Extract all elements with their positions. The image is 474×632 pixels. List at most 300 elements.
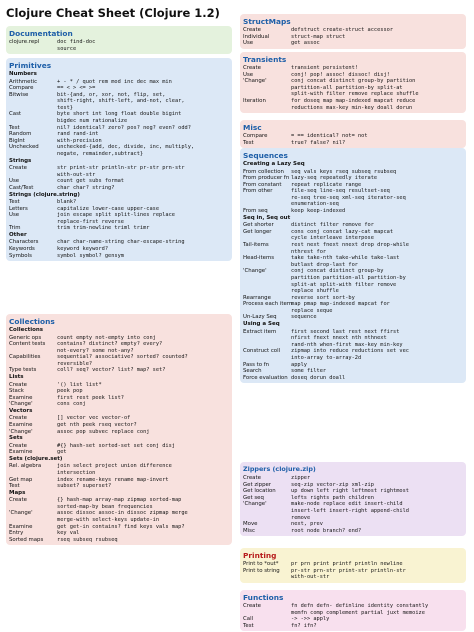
function-list-line: unchecked-{add, dec, divide, inc, multiply, xyxy=(57,144,195,151)
subsection-title: Lists xyxy=(9,374,24,381)
entry-row xyxy=(9,206,229,213)
entry-row xyxy=(243,222,463,229)
entry-label: 'Change' xyxy=(243,501,267,508)
entry-label: Symbols xyxy=(9,252,32,259)
function-list-line: str print-str println-str pr-str prn-str xyxy=(57,165,185,172)
entry-label: Individual xyxy=(243,33,270,40)
entry-label: Iteration xyxy=(243,97,266,104)
entry-label: Cast/Test xyxy=(9,184,34,191)
function-list-line: map pmap map-indexed mapcat for xyxy=(291,301,390,308)
section-misc xyxy=(240,120,466,148)
entry-label: Arithmetic xyxy=(9,78,38,85)
function-list-line: doseq dorun doall xyxy=(291,374,346,381)
function-list-line: true? false? nil? xyxy=(291,139,346,146)
entry-label: Use xyxy=(9,212,20,219)
entry-label: Rearrange xyxy=(243,294,271,301)
subsection-title: Strings (clojure.string) xyxy=(9,191,80,198)
entry-row xyxy=(9,367,229,374)
function-list-line: intersection xyxy=(57,470,96,476)
entry-functions xyxy=(57,92,229,112)
entry-functions xyxy=(57,510,229,523)
function-list-line: remove xyxy=(291,514,311,521)
entry-row xyxy=(243,521,463,528)
function-list-line: fn defn defn- definline identity constantly xyxy=(291,603,429,609)
entry-label: Capabilities xyxy=(9,354,41,361)
function-list-line: enumeration-seq xyxy=(291,201,339,208)
entry-functions xyxy=(57,367,229,374)
entry-functions xyxy=(291,348,463,361)
entry-label: Print to string xyxy=(243,567,280,574)
entry-row xyxy=(9,165,229,178)
entry-label: Search xyxy=(243,368,262,375)
entry-row xyxy=(9,483,229,490)
entry-row xyxy=(243,27,463,34)
entry-functions xyxy=(291,65,463,72)
entry-label: Create xyxy=(9,415,27,422)
entry-row xyxy=(9,178,229,185)
entry-functions xyxy=(291,495,463,502)
entry-label: Move xyxy=(243,521,258,528)
function-list-line: char char? string? xyxy=(57,184,115,191)
entry-row xyxy=(9,138,229,145)
function-list-line: zipmap into reduce reductions set vec xyxy=(291,348,409,355)
section-primitives xyxy=(6,58,232,261)
entry-row xyxy=(9,401,229,408)
entry-label: Get shorter xyxy=(243,222,274,229)
entry-functions xyxy=(57,497,229,510)
function-list-line: root node branch? end? xyxy=(291,527,362,534)
function-list-line: assoc pop subvec replace conj xyxy=(57,428,150,435)
entry-functions xyxy=(57,429,229,436)
entry-row xyxy=(243,268,463,294)
function-list-line: for doseq map map-indexed mapcat reduce xyxy=(291,97,416,104)
entry-label: Misc xyxy=(243,527,255,534)
function-list-line: nfirst fnext nnext nth nthnext xyxy=(291,335,387,342)
entry-functions xyxy=(291,98,463,111)
entry-label: BigInt xyxy=(9,137,25,144)
entry-row xyxy=(9,85,229,92)
function-list-line: rseq subseq rsubseq xyxy=(57,536,118,543)
entry-functions xyxy=(291,222,463,229)
entry-functions xyxy=(291,295,463,302)
entry-row xyxy=(9,111,229,124)
function-list-line: blank? xyxy=(57,199,77,205)
function-list-line: get get-in contains? find keys vals map? xyxy=(57,523,185,530)
section-sequences xyxy=(240,148,466,383)
function-list-line: split-with filter remove replace shuffle xyxy=(291,91,419,98)
entry-label: Head-items xyxy=(243,255,275,262)
function-list-line: keep keep-indexed xyxy=(291,208,346,215)
function-list-line: coll? seq? vector? list? map? set? xyxy=(57,367,166,374)
entry-label: From collection xyxy=(243,168,284,175)
entry-row xyxy=(243,65,463,72)
function-list-line: rand rand-int xyxy=(57,131,99,138)
subsection-title: Sets (clojure.set) xyxy=(9,455,63,462)
function-list-line: nil? identical? zero? pos? neg? even? odd? xyxy=(57,124,191,131)
function-list-line: not-every? some not-any? xyxy=(57,347,134,354)
function-list-line: next, prev xyxy=(291,521,323,528)
function-list-line: conj concat distinct group-by partition xyxy=(291,78,416,85)
function-list-line: cycle interleave interpose xyxy=(291,235,374,242)
entry-label: Compare xyxy=(9,85,34,92)
section-title: StructMaps xyxy=(243,17,291,26)
function-list-line: get assoc xyxy=(291,40,320,47)
entry-functions xyxy=(57,253,229,260)
section-title: Transients xyxy=(243,55,287,64)
entry-functions xyxy=(291,475,463,482)
entry-functions xyxy=(57,246,229,253)
entry-label: Entry xyxy=(9,530,24,537)
entry-label: Bitwise xyxy=(9,91,29,98)
entry-row xyxy=(9,415,229,422)
entry-functions xyxy=(291,603,463,616)
function-list-line: negate, remainder,subtract} xyxy=(57,151,144,158)
entry-label: Keywords xyxy=(9,246,35,253)
entry-label: Get location xyxy=(243,488,276,495)
entry-row xyxy=(9,429,229,436)
subsection-title: Numbers xyxy=(9,71,37,77)
entry-functions xyxy=(291,521,463,528)
function-list-line: {} hash-map array-map zipmap sorted-map xyxy=(57,497,182,504)
entry-row xyxy=(9,185,229,192)
section-transients xyxy=(240,52,466,113)
entry-row xyxy=(243,568,463,581)
function-list-line: some filter xyxy=(291,368,327,375)
section-title: Primitives xyxy=(9,61,52,70)
entry-label: Create xyxy=(9,381,27,388)
entry-row xyxy=(9,354,229,367)
entry-functions xyxy=(57,125,229,132)
entry-row xyxy=(9,443,229,450)
function-list-line: bit-{and, or, xor, not, flip, set, xyxy=(57,91,166,98)
function-list-line: index rename-keys rename map-invert xyxy=(57,476,169,483)
entry-functions xyxy=(57,463,229,476)
entry-row xyxy=(9,537,229,544)
function-list-line: with-precision xyxy=(57,137,102,144)
entry-label: Get map xyxy=(9,476,33,483)
entry-row xyxy=(243,255,463,268)
entry-label: From producer fn xyxy=(243,175,290,182)
function-list-line: distinct filter remove for xyxy=(291,222,374,229)
entry-row xyxy=(9,79,229,86)
function-list-line: first second last rest next ffirst xyxy=(291,328,400,335)
entry-functions xyxy=(291,268,463,294)
function-list-line: count empty not-empty into conj xyxy=(57,334,156,341)
entry-functions xyxy=(57,415,229,422)
entry-row xyxy=(9,382,229,389)
entry-functions xyxy=(57,39,229,52)
entry-label: Tail-items xyxy=(243,241,269,248)
entry-functions xyxy=(291,501,463,521)
function-list-line: sequential? associative? sorted? counted? xyxy=(57,354,188,361)
entry-row xyxy=(243,169,463,176)
entry-row xyxy=(9,199,229,206)
entry-row xyxy=(243,301,463,314)
entry-label: Get longer xyxy=(243,228,272,235)
entry-row xyxy=(243,175,463,182)
entry-functions xyxy=(57,388,229,395)
entry-row xyxy=(243,98,463,111)
entry-label: Create xyxy=(9,165,27,172)
function-list-line: trim trim-newline triml trimr xyxy=(57,225,150,232)
function-list-line: = == identical? not= not xyxy=(291,133,368,139)
function-list-line: cons conj concat lazy-cat mapcat xyxy=(291,228,394,235)
entry-row xyxy=(243,501,463,521)
entry-row xyxy=(9,39,229,52)
entry-row xyxy=(243,495,463,502)
entry-label: Sorted maps xyxy=(9,536,44,543)
function-list-line: nthrest for xyxy=(291,248,327,255)
entry-label: Force evaluation xyxy=(243,374,288,381)
function-list-line: keyword keyword? xyxy=(57,246,109,253)
function-list-line: source xyxy=(57,45,77,52)
entry-row xyxy=(243,133,463,140)
subsection-title: Maps xyxy=(9,489,26,496)
function-list-line: get nth peek rseq vector? xyxy=(57,422,137,429)
entry-functions xyxy=(291,40,463,47)
function-list-line: cons conj xyxy=(57,401,86,408)
function-list-line: struct-map struct xyxy=(291,33,346,40)
subsection-title: Vectors xyxy=(9,407,33,414)
entry-label: Examine xyxy=(9,422,33,429)
entry-label: Pass to fn xyxy=(243,361,270,368)
section-title: Zippers (clojure.zip) xyxy=(243,465,316,473)
entry-row xyxy=(9,131,229,138)
entry-row xyxy=(9,225,229,232)
entry-row xyxy=(9,530,229,537)
entry-functions xyxy=(291,368,463,375)
section-title: Functions xyxy=(243,593,284,602)
entry-row xyxy=(9,341,229,354)
entry-functions xyxy=(291,182,463,189)
entry-functions xyxy=(57,185,229,192)
function-list-line: + - * / quot rem mod inc dec max min xyxy=(57,78,172,85)
entry-row xyxy=(243,34,463,41)
entry-label: Construct coll xyxy=(243,348,281,355)
function-list-line: fn? ifn? xyxy=(291,622,317,629)
entry-label: Test xyxy=(243,622,254,629)
function-list-line: memfn comp complement partial juxt memoize xyxy=(291,609,425,616)
function-list-line: partition partition-all partition-by xyxy=(291,274,406,281)
function-list-line: replace-first reverse xyxy=(57,218,124,225)
section-collections xyxy=(6,314,232,545)
function-list-line: with-out-str xyxy=(291,574,330,581)
entry-functions xyxy=(291,188,463,208)
entry-row xyxy=(9,125,229,132)
entry-label: Extract item xyxy=(243,328,277,335)
entry-functions xyxy=(291,329,463,349)
function-list-line: re-seq tree-seq xml-seq iterator-seq xyxy=(291,194,406,201)
entry-label: Use xyxy=(243,40,254,47)
entry-functions xyxy=(57,79,229,86)
function-list-line: pr prn print printf println newline xyxy=(291,561,403,567)
function-list-line: merge-with select-keys update-in xyxy=(57,517,160,524)
entry-row xyxy=(243,208,463,215)
entry-label: Call xyxy=(243,616,254,623)
entry-functions xyxy=(291,616,463,623)
entry-label: Un-Lazy Seq xyxy=(243,314,277,321)
entry-label: Test xyxy=(243,139,254,146)
entry-row xyxy=(243,140,463,147)
entry-row xyxy=(9,239,229,246)
function-list-line: seq vals keys rseq subseq rsubseq xyxy=(291,168,397,175)
entry-functions xyxy=(57,395,229,402)
entry-functions xyxy=(57,131,229,138)
function-list-line: replace seque xyxy=(291,307,333,314)
entry-functions xyxy=(57,85,229,92)
entry-row xyxy=(243,488,463,495)
entry-functions xyxy=(57,401,229,408)
entry-functions xyxy=(57,212,229,225)
entry-label: Trim xyxy=(9,225,21,232)
function-list-line: char char-name-string char-escape-string xyxy=(57,239,185,246)
function-list-line: peek pop xyxy=(57,388,83,395)
section-documentation xyxy=(6,26,232,54)
function-list-line: byte short int long float double bigint xyxy=(57,111,182,118)
entry-functions xyxy=(57,483,229,490)
entry-row xyxy=(243,528,463,535)
entry-row xyxy=(243,561,463,568)
entry-label: From other xyxy=(243,188,273,195)
entry-label: Unchecked xyxy=(9,144,39,151)
entry-row xyxy=(243,475,463,482)
entry-functions xyxy=(291,362,463,369)
entry-row xyxy=(243,314,463,321)
entry-functions xyxy=(291,375,463,382)
entry-row xyxy=(243,242,463,255)
subsection-title: Other xyxy=(9,231,27,238)
entry-row xyxy=(243,182,463,189)
entry-functions xyxy=(291,314,463,321)
entry-row xyxy=(9,253,229,260)
entry-label: Create xyxy=(243,603,261,609)
function-list-line: with-out-str xyxy=(57,171,96,178)
section-printing xyxy=(240,548,466,583)
entry-label: Test xyxy=(9,124,20,131)
entry-label: Stack xyxy=(9,388,24,395)
function-list-line: capitalize lower-case upper-case xyxy=(57,205,160,212)
function-list-line: rand-nth when-first max-key min-key xyxy=(291,341,403,348)
entry-functions xyxy=(291,133,463,140)
function-list-line: doc find-doc xyxy=(57,39,96,45)
entry-row xyxy=(9,449,229,456)
entry-label: 'Change' xyxy=(9,428,33,435)
entry-label: Create xyxy=(9,442,27,449)
entry-row xyxy=(9,510,229,523)
entry-functions xyxy=(291,482,463,489)
entry-functions xyxy=(57,335,229,342)
function-list-line: make-node replace edit insert-child xyxy=(291,501,403,508)
entry-label: Print to *out* xyxy=(243,561,279,567)
entry-functions xyxy=(57,524,229,531)
entry-functions xyxy=(57,537,229,544)
entry-row xyxy=(243,72,463,79)
function-list-line: conj concat distinct group-by xyxy=(291,268,384,275)
section-zippers-clojure-zip xyxy=(240,462,466,536)
entry-label: Examine xyxy=(9,449,33,456)
function-list-line: zipper xyxy=(291,475,311,481)
subsection-title: Collections xyxy=(9,327,44,333)
entry-label: Type tests xyxy=(9,367,37,374)
section-functions xyxy=(240,590,466,631)
entry-functions xyxy=(291,561,463,568)
function-list-line: partition-all partition-by split-at xyxy=(291,84,403,91)
entry-row xyxy=(243,188,463,208)
page-title: Clojure Cheat Sheet (Clojure 1.2) xyxy=(6,6,220,20)
function-list-line: transient persistent! xyxy=(291,65,358,71)
entry-label: 'Change' xyxy=(9,401,33,408)
function-list-line: contains? distinct? empty? every? xyxy=(57,341,163,348)
entry-functions xyxy=(57,449,229,456)
function-list-line: replace shuffle xyxy=(291,288,339,295)
entry-row xyxy=(9,524,229,531)
function-list-line: reverse sort sort-by xyxy=(291,294,355,301)
entry-functions xyxy=(57,530,229,537)
function-list-line: lefts rights path children xyxy=(291,494,374,501)
entry-label: Test xyxy=(9,199,20,205)
entry-functions xyxy=(291,34,463,41)
section-title: Sequences xyxy=(243,151,288,160)
section-title: Collections xyxy=(9,317,55,326)
entry-label: 'Change' xyxy=(9,510,33,517)
function-list-line: == < > <= >= xyxy=(57,85,96,92)
entry-functions xyxy=(291,72,463,79)
entry-row xyxy=(243,368,463,375)
subsection-title: Seq in, Seq out xyxy=(243,214,291,221)
function-list-line: -> ->> apply xyxy=(291,616,330,623)
entry-functions xyxy=(291,528,463,535)
entry-functions xyxy=(57,239,229,246)
function-list-line: test} xyxy=(57,104,73,111)
entry-label: Generic ops xyxy=(9,334,42,341)
entry-functions xyxy=(291,175,463,182)
entry-row xyxy=(243,623,463,630)
function-list-line: join select project union difference xyxy=(57,463,172,470)
entry-row xyxy=(9,422,229,429)
entry-row xyxy=(9,388,229,395)
entry-row xyxy=(9,497,229,510)
function-list-line: #{} hash-set sorted-set set conj disj xyxy=(57,442,175,449)
entry-row xyxy=(243,295,463,302)
function-list-line: sequence xyxy=(291,314,317,321)
entry-functions xyxy=(57,443,229,450)
entry-functions xyxy=(57,341,229,354)
entry-functions xyxy=(57,138,229,145)
entry-row xyxy=(243,362,463,369)
entry-functions xyxy=(57,477,229,484)
function-list-line: seq-zip vector-zip xml-zip xyxy=(291,481,374,488)
entry-label: Random xyxy=(9,131,32,138)
entry-label: Characters xyxy=(9,239,39,246)
entry-row xyxy=(9,246,229,253)
entry-functions xyxy=(291,78,463,98)
section-title: Documentation xyxy=(9,29,73,38)
subsection-title: Strings xyxy=(9,157,32,164)
entry-functions xyxy=(57,422,229,429)
entry-label: Get zipper xyxy=(243,481,272,488)
subsection-title: Using a Seq xyxy=(243,321,280,328)
entry-functions xyxy=(57,199,229,206)
function-list-line: shift-right, shift-left, and-not, clear, xyxy=(57,98,185,105)
entry-functions xyxy=(57,225,229,232)
entry-functions xyxy=(291,208,463,215)
entry-functions xyxy=(57,354,229,367)
function-list-line: up down left right leftmost rightmost xyxy=(291,488,409,495)
entry-label: clojure.repl xyxy=(9,39,40,45)
entry-row xyxy=(9,144,229,157)
entry-row xyxy=(9,463,229,476)
entry-functions xyxy=(57,382,229,389)
